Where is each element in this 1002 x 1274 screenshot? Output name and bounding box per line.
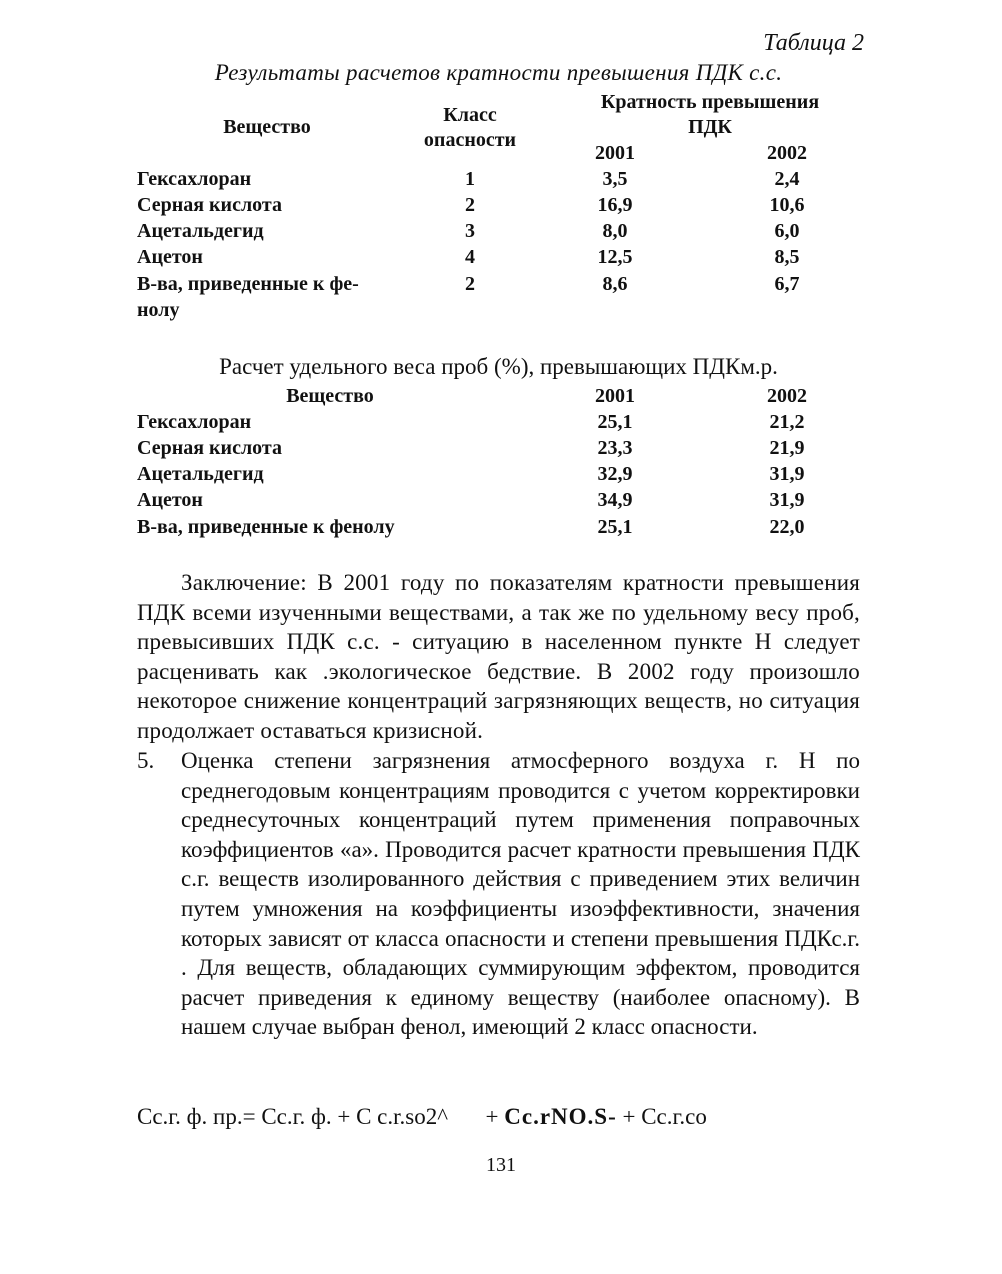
table2-row-2001: 25,1: [597, 411, 633, 433]
conclusion-paragraph: [137, 568, 860, 746]
table2-row-2002: 21,2: [769, 411, 805, 433]
table2-title: Расчет удельного веса проб (%), превышающих ПДКм.р.: [219, 354, 778, 379]
list-item-5: [137, 746, 860, 1042]
table2-row-2001: 34,9: [597, 489, 633, 511]
formula: [137, 1104, 707, 1130]
table1-col-substance: Вещество: [223, 116, 311, 138]
table1-row-name: Ацетальдегид: [137, 220, 264, 242]
formula-part: +: [485, 1104, 505, 1129]
table2-row-2001: 25,1: [597, 516, 633, 538]
table2-year1: 2001: [595, 385, 635, 407]
table1-row-2001: 8,0: [602, 220, 628, 242]
table1-row-2002: 6,0: [774, 220, 800, 242]
table1-row-class: 1: [465, 168, 475, 190]
table2-row-name: Ацетальдегид: [137, 463, 264, 485]
table1-row-2001: 3,5: [602, 168, 628, 190]
table1-row-2001: 16,9: [597, 194, 633, 216]
table1-row-class: 2: [465, 273, 475, 295]
table1-row-name: Гексахлоран: [137, 168, 252, 190]
table1-row-2001: 8,6: [602, 273, 628, 295]
table2-row-name: Ацетон: [137, 489, 203, 511]
table1-row-2001: 12,5: [597, 246, 633, 268]
table1-row-class: 3: [465, 220, 475, 242]
table1-row-name: Серная кислота: [137, 194, 282, 216]
table2-row-2001: 23,3: [597, 437, 633, 459]
formula-part: + Cc.г.co: [616, 1104, 707, 1129]
table1-row-name: В-ва, приведенные к фе-: [137, 273, 359, 295]
table2-row-name: Серная кислота: [137, 437, 282, 459]
table2-row-2002: 21,9: [769, 437, 805, 459]
table1-row-class: 2: [465, 194, 475, 216]
page-number: 131: [486, 1154, 516, 1176]
table1-row-2002: 8,5: [774, 246, 800, 268]
table1-year1: 2001: [595, 142, 635, 164]
table1-title: Результаты расчетов кратности превышения ПДК с.с.: [214, 60, 783, 85]
conclusion-text: Заключение: В 2001 году по показателям кратности превышения ПДК всеми изученными веществами, а так же по удельному весу проб, превысивших ПДК с.с. - ситуацию в населенном пункте Н следует расценивать как .экологическое бедствие. В 2002 году произошло некоторое снижение концентраций загрязняющих веществ, но ситуация продолжает оставаться кризисной.: [137, 570, 860, 743]
table1-row-class: 4: [465, 246, 475, 268]
table1-row-2002: 6,7: [774, 273, 800, 295]
table1-year2: 2002: [767, 142, 807, 164]
table1-col-ratio: Кратность превышения: [600, 91, 820, 113]
list-item-number: 5.: [137, 748, 155, 773]
table2-year2: 2002: [767, 385, 807, 407]
table2-col-substance: Вещество: [286, 385, 374, 407]
list-item-text: Оценка степени загрязнения атмосферного воздуха г. Н по среднегодовым концентрациям проводится с учетом корректировки среднесуточных концентраций путем применения поправочных коэффициентов «а». Проводится расчет кратности превышения ПДК с.г. веществ изолированного действия с приведением этих величин путем умножения на коэффициенты изоэффективности, значения которых зависят от класса опасности и степени превышения ПДКс.г. . Для веществ, обладающих суммирующим эффектом, проводится расчет приведения к единому веществу (наиболее опасному). В нашем случае выбран фенол, имеющий 2 класс опасности.: [181, 748, 860, 1040]
table1-col-class-2: опасности: [423, 129, 517, 151]
table1-col-class: Класс: [443, 104, 497, 126]
table2-row-2001: 32,9: [597, 463, 633, 485]
table2-row-2002: 22,0: [769, 516, 805, 538]
table-label: Таблица 2: [763, 30, 864, 56]
table2-row-2002: 31,9: [769, 489, 805, 511]
formula-part: Cc.г. ф. пр.= Cc.г. ф. + C c.r.so2^: [137, 1104, 449, 1129]
table2-row-2002: 31,9: [769, 463, 805, 485]
table1-row-name-cont: нолу: [137, 299, 180, 321]
table1-row-name: Ацетон: [137, 246, 203, 268]
table2-row-name: Гексахлоран: [137, 411, 252, 433]
table2-row-name: В-ва, приведенные к фенолу: [137, 516, 395, 538]
table1-col-ratio-2: ПДК: [688, 116, 732, 138]
formula-part-bold: Cc.rNO.S-: [504, 1104, 617, 1129]
table1-row-2002: 10,6: [769, 194, 805, 216]
table1-row-2002: 2,4: [774, 168, 800, 190]
